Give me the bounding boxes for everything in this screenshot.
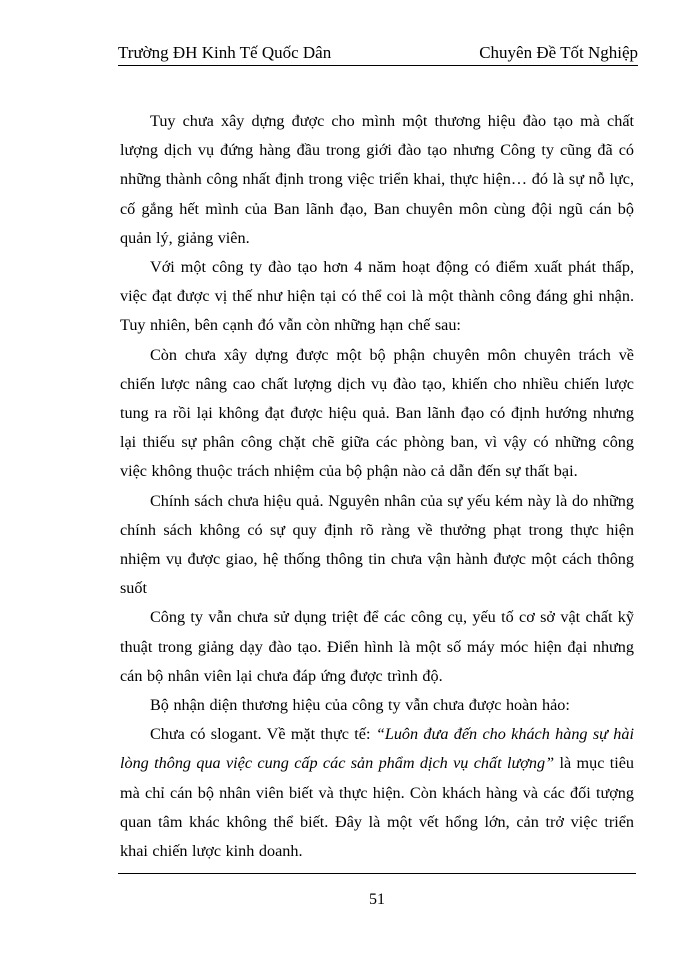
paragraph-position: Với một công ty đào tạo hơn 4 năm hoạt động có điểm xuất phát thấp, việc đạt được vị thế như hiện tại có thể coi là một thành công đáng ghi nhận. Tuy nhiên, bên cạnh đó vẫn còn những hạn chế sau: — [120, 258, 634, 335]
running-header — [118, 43, 638, 67]
paragraph-brand-identity: Bộ nhận diện thương hiệu của công ty vẫn chưa được hoàn hảo: — [150, 696, 570, 715]
slogan-intro-text: Chưa có slogant. Về mặt thực tế: — [150, 725, 376, 744]
footer-divider — [118, 873, 636, 874]
slogan-quote: “Luôn đưa đến cho khách hàng sự hài lòng thông qua việc cung cấp các sản phẩm dịch vụ chất lượng” — [120, 725, 634, 773]
paragraph-facility-limitation: Công ty vẫn chưa sử dụng triệt để các công cụ, yếu tố cơ sở vật chất kỹ thuật trong giảng dạy đào tạo. Điển hình là một số máy móc hiện đại nhưng cán bộ nhân viên lại chưa đáp ứng được trình độ. — [120, 608, 634, 685]
header-divider — [118, 65, 638, 66]
paragraph-policy-limitation: Chính sách chưa hiệu quả. Nguyên nhân của sự yếu kém này là do những chính sách không có sự quy định rõ ràng về thưởng phạt trong thực hiện nhiệm vụ được giao, hệ thống thông tin chưa vận hành được một cách thông suốt — [120, 491, 634, 598]
paragraph-slogan — [120, 720, 634, 866]
slogan-conclusion-text: là mục tiêu mà chỉ cán bộ nhân viên biết và thực hiện. Còn khách hàng và các đối tượng quan tâm khác không thể biết. Đây là một vết hổng lớn, cản trở việc triển khai chiến lược kinh doanh. — [120, 754, 635, 861]
body-text — [120, 107, 634, 866]
page-number: 51 — [369, 891, 385, 908]
paragraph-department-limitation: Còn chưa xây dựng được một bộ phận chuyên môn chuyên trách về chiến lược nâng cao chất lượng dịch vụ đào tạo, khiến cho nhiều chiến lược tung ra rồi lại không đạt được hiệu quả. Ban lãnh đạo có định hướng nhưng lại thiếu sự phân công chặt chẽ giữa các phòng ban, vì vậy có những công việc không thuộc trách nhiệm của bộ phận nào cả dẫn đến sự thất bại. — [120, 345, 634, 481]
header-thesis-title: Chuyên Đề Tốt Nghiệp — [479, 43, 638, 62]
paragraph-achievements: Tuy chưa xây dựng được cho mình một thương hiệu đào tạo mà chất lượng dịch vụ đứng hàng đầu trong giới đào tạo nhưng Công ty cũng đã có những thành công nhất định trong việc triển khai, thực hiện… đó là sự nỗ lực, cố gắng hết mình của Ban lãnh đạo, Ban chuyên môn cùng đội ngũ cán bộ quản lý, giảng viên. — [120, 112, 634, 247]
header-university: Trường ĐH Kinh Tế Quốc Dân — [118, 43, 332, 62]
